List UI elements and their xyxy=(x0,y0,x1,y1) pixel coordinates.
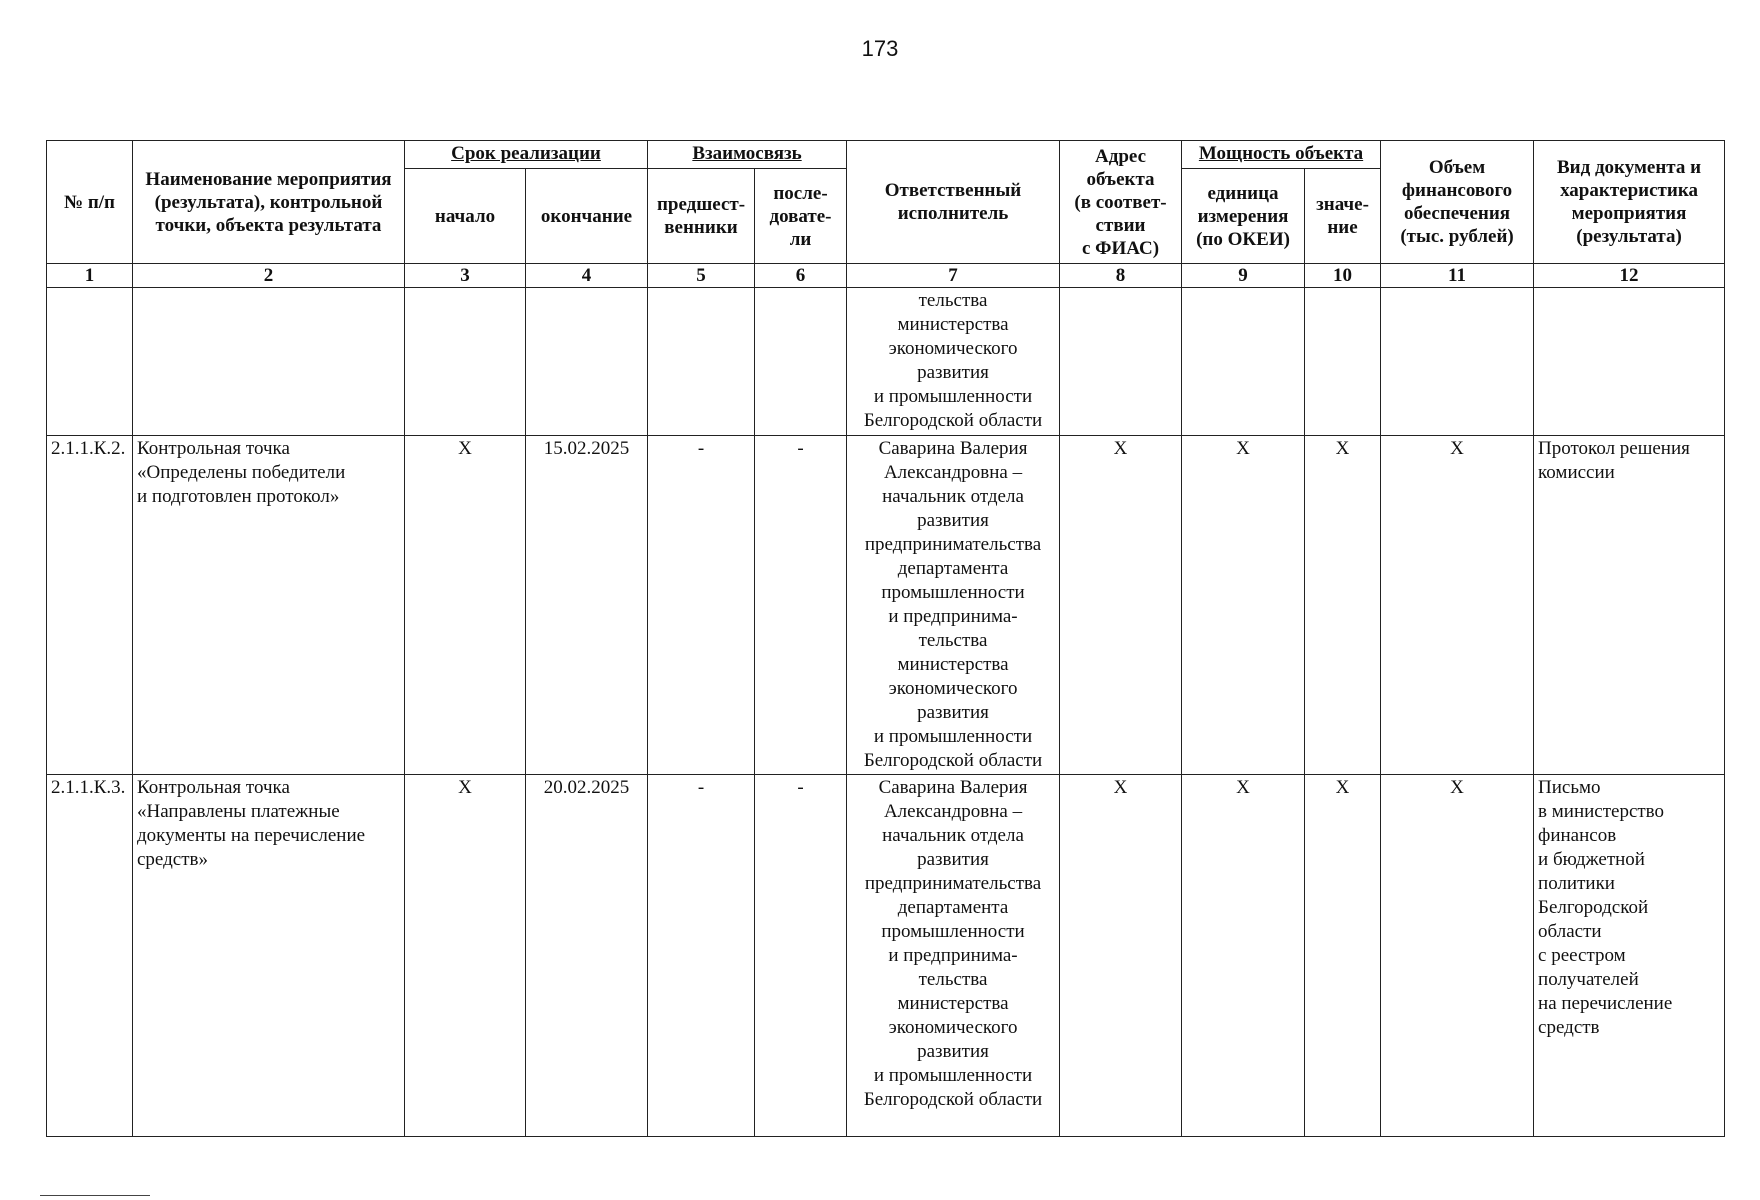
header-address: Адрес объекта (в соответ- ствии с ФИАС) xyxy=(1060,141,1182,264)
column-number: 5 xyxy=(648,264,755,288)
row-successors: - xyxy=(755,775,847,1137)
header-responsible: Ответственный исполнитель xyxy=(847,141,1060,264)
table-row xyxy=(47,288,1725,436)
row-responsible: тельства министерства экономического развития и промышленности Белгородской области xyxy=(847,288,1060,436)
column-number: 1 xyxy=(47,264,133,288)
row-start: Х xyxy=(405,775,526,1137)
header-capacity-group: Мощность объекта xyxy=(1182,141,1381,169)
header-doc-type: Вид документа и характеристика мероприятия (результата) xyxy=(1534,141,1725,264)
table-row xyxy=(47,436,1725,775)
row-start: Х xyxy=(405,436,526,775)
row-address xyxy=(1060,288,1182,436)
row-num: 2.1.1.К.3. xyxy=(47,775,133,1137)
header-relation-group: Взаимосвязь xyxy=(648,141,847,169)
row-doc: Протокол решения комиссии xyxy=(1534,436,1725,775)
row-predecessors xyxy=(648,288,755,436)
header-predecessors: предшест- венники xyxy=(648,169,755,264)
column-number: 6 xyxy=(755,264,847,288)
row-end: 15.02.2025 xyxy=(526,436,648,775)
row-name: Контрольная точка «Определены победители и подготовлен протокол» xyxy=(133,436,405,775)
row-responsible: Саварина Валерия Александровна – начальник отдела развития предпринимательства департамента промышленности и предпринима- тельства министерства экономического развития и промышленности Белгородской области xyxy=(847,775,1060,1137)
header-start: начало xyxy=(405,169,526,264)
row-start xyxy=(405,288,526,436)
row-unit: Х xyxy=(1182,775,1305,1137)
row-predecessors: - xyxy=(648,775,755,1137)
row-num xyxy=(47,288,133,436)
row-address: Х xyxy=(1060,436,1182,775)
row-unit xyxy=(1182,288,1305,436)
column-number: 2 xyxy=(133,264,405,288)
row-num: 2.1.1.К.2. xyxy=(47,436,133,775)
row-responsible: Саварина Валерия Александровна – начальник отдела развития предпринимательства департамента промышленности и предпринима- тельства министерства экономического развития и промышленности Белгородской области xyxy=(847,436,1060,775)
header-num: № п/п xyxy=(47,141,133,264)
header-end: окончание xyxy=(526,169,648,264)
column-number: 8 xyxy=(1060,264,1182,288)
row-funding: Х xyxy=(1381,775,1534,1137)
table-row xyxy=(47,775,1725,1137)
row-address: Х xyxy=(1060,775,1182,1137)
row-end: 20.02.2025 xyxy=(526,775,648,1137)
column-number: 4 xyxy=(526,264,648,288)
schedule-table xyxy=(46,140,1725,1137)
row-doc xyxy=(1534,288,1725,436)
row-unit: Х xyxy=(1182,436,1305,775)
row-value xyxy=(1305,288,1381,436)
row-predecessors: - xyxy=(648,436,755,775)
footnote-rule xyxy=(40,1195,150,1196)
column-number: 11 xyxy=(1381,264,1534,288)
column-number: 10 xyxy=(1305,264,1381,288)
column-number: 12 xyxy=(1534,264,1725,288)
row-value: Х xyxy=(1305,775,1381,1137)
row-name xyxy=(133,288,405,436)
column-number: 7 xyxy=(847,264,1060,288)
row-funding: Х xyxy=(1381,436,1534,775)
row-successors: - xyxy=(755,436,847,775)
column-number: 3 xyxy=(405,264,526,288)
header-name: Наименование мероприятия (результата), контрольной точки, объекта результата xyxy=(133,141,405,264)
row-end xyxy=(526,288,648,436)
header-value: значе- ние xyxy=(1305,169,1381,264)
row-name: Контрольная точка «Направлены платежные документы на перечисление средств» xyxy=(133,775,405,1137)
header-successors: после- довате- ли xyxy=(755,169,847,264)
column-number: 9 xyxy=(1182,264,1305,288)
row-funding xyxy=(1381,288,1534,436)
row-doc: Письмо в министерство финансов и бюджетной политики Белгородской области с реестром получателей на перечисление средств xyxy=(1534,775,1725,1137)
row-value: Х xyxy=(1305,436,1381,775)
header-period-group: Срок реализации xyxy=(405,141,648,169)
header-funding: Объем финансового обеспечения (тыс. рублей) xyxy=(1381,141,1534,264)
header-unit: единица измерения (по ОКЕИ) xyxy=(1182,169,1305,264)
page-number: 173 xyxy=(861,36,899,61)
row-successors xyxy=(755,288,847,436)
